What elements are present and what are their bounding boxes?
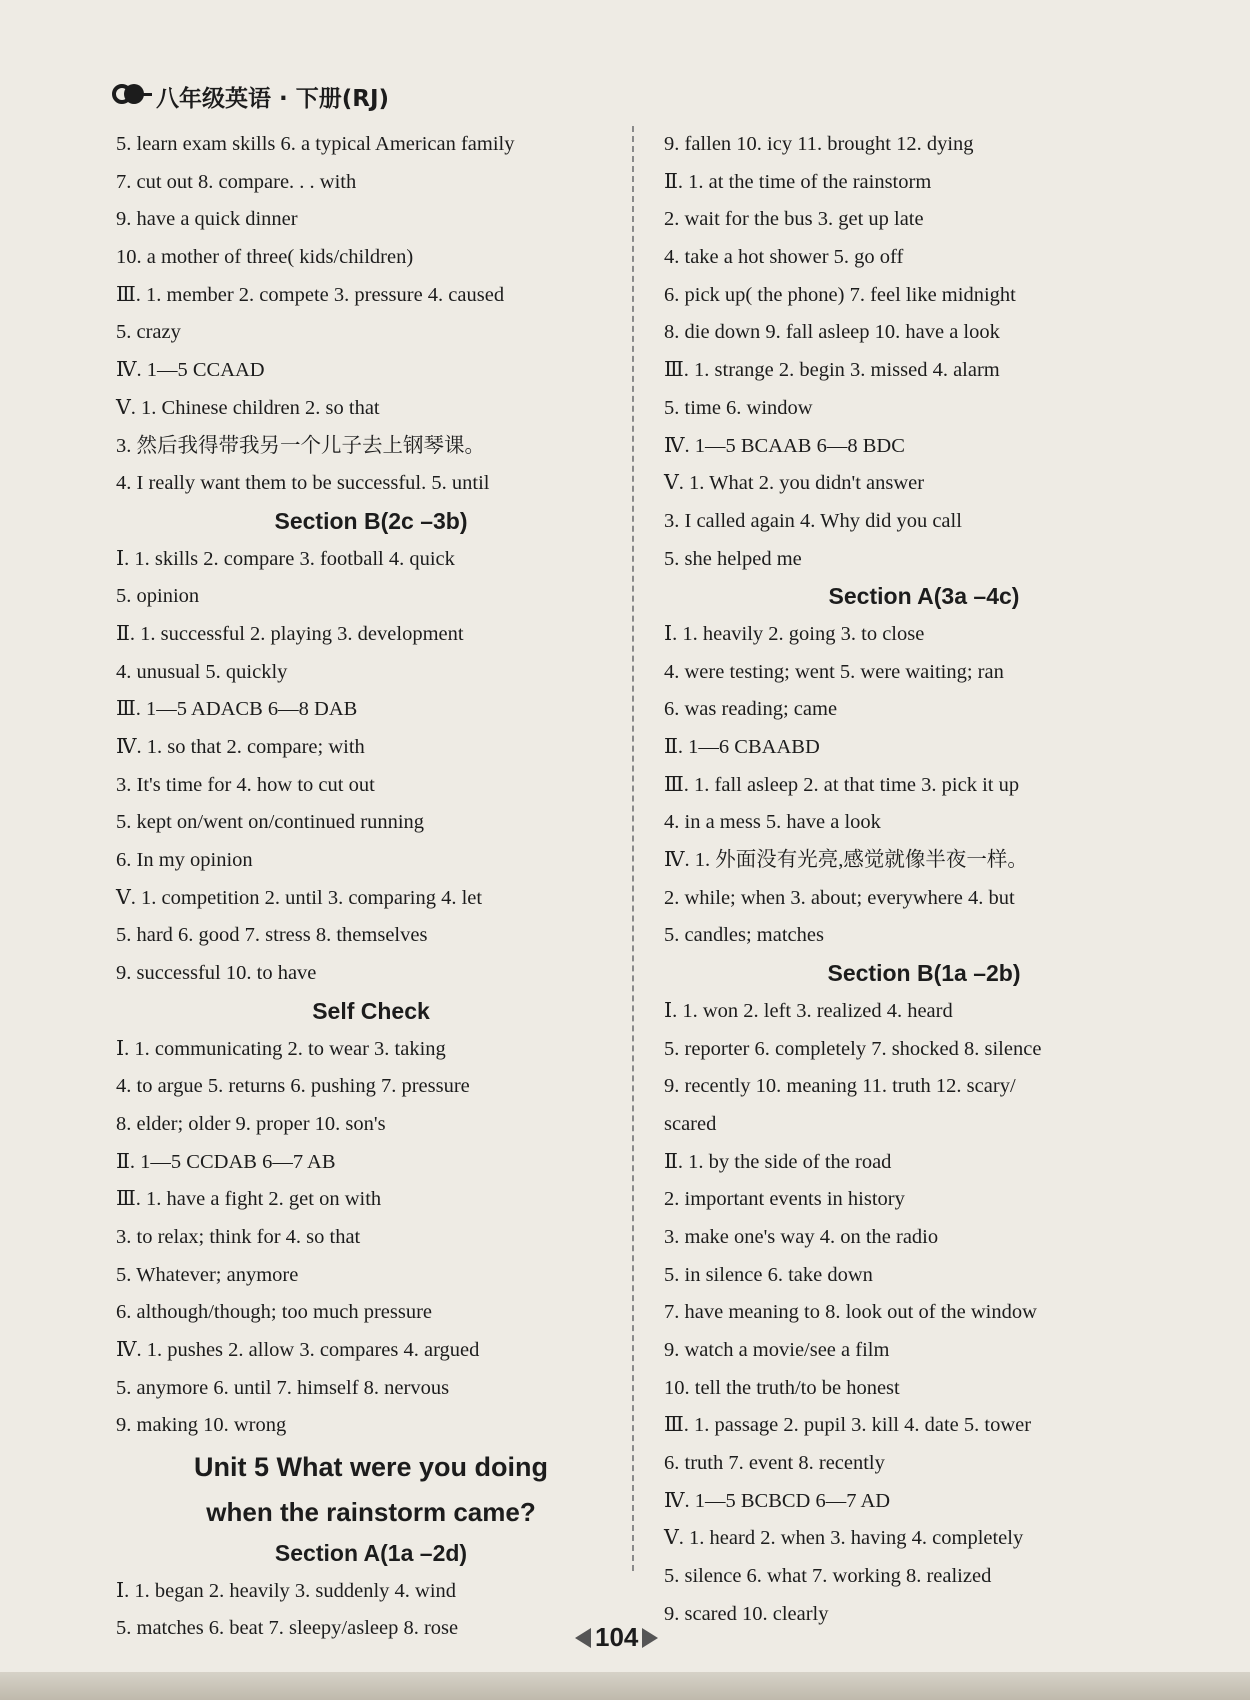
answer-line: Ⅳ. 1. so that 2. compare; with: [116, 736, 365, 758]
answer-line: 4. to argue 5. returns 6. pushing 7. pressure: [116, 1075, 470, 1098]
answer-line: 3. make one's way 4. on the radio: [664, 1225, 939, 1248]
answer-line: Ⅳ. 1—5 CCAAD: [116, 359, 265, 382]
answer-line: 9. making 10. wrong: [116, 1414, 287, 1437]
page-footer: [575, 1622, 658, 1653]
answer-line: 7. cut out 8. compare. . . with: [116, 170, 357, 193]
unit-heading: when the rainstorm came?: [206, 1497, 536, 1528]
column-divider: [632, 126, 634, 1571]
answer-line: 5. matches 6. beat 7. sleepy/asleep 8. rose: [116, 1617, 459, 1640]
answer-line: 6. truth 7. event 8. recently: [664, 1452, 885, 1475]
answer-line: 10. a mother of three( kids/children): [116, 246, 414, 269]
answer-line: 4. take a hot shower 5. go off: [664, 246, 904, 269]
answer-line: Ⅲ. 1. strange 2. begin 3. missed 4. alarm: [664, 359, 1000, 382]
answer-line: 3. It's time for 4. how to cut out: [116, 773, 375, 796]
section-heading: Self Check: [312, 997, 430, 1024]
answer-line: Ⅳ. 1—5 BCBCD 6—7 AD: [664, 1489, 891, 1512]
answer-line: 5. anymore 6. until 7. himself 8. nervous: [116, 1376, 450, 1399]
answer-line: 5. learn exam skills 6. a typical American family: [116, 133, 515, 155]
answer-line: 9. fallen 10. icy 11. brought 12. dying: [664, 133, 974, 155]
answer-line: Ⅴ. 1. heard 2. when 3. having 4. completely: [664, 1527, 1024, 1550]
section-heading: Section A(3a –4c): [828, 583, 1020, 610]
answer-line: 5. candles; matches: [664, 924, 824, 947]
answer-line: 6. pick up( the phone) 7. feel like midnight: [664, 283, 1016, 306]
page-header: [112, 78, 389, 114]
section-heading: Section B(2c –3b): [274, 507, 468, 534]
answer-line: Ⅰ. 1. won 2. left 3. realized 4. heard: [664, 999, 953, 1022]
answer-line: 9. have a quick dinner: [116, 208, 298, 231]
answer-line: Ⅴ. 1. What 2. you didn't answer: [664, 472, 925, 495]
answer-line: Ⅳ. 1. 外面没有光亮,感觉就像半夜一样。: [664, 849, 1028, 872]
answer-line: 3. 然后我得带我另一个儿子去上钢琴课。: [116, 434, 485, 457]
answer-line: scared: [664, 1112, 717, 1135]
answer-line: 2. important events in history: [664, 1188, 905, 1211]
answer-line: Ⅴ. 1. Chinese children 2. so that: [116, 396, 380, 419]
answer-line: 5. she helped me: [664, 547, 802, 570]
answer-line: 6. although/though; too much pressure: [116, 1301, 432, 1324]
right-column: [664, 126, 1184, 1634]
answer-line: Ⅲ. 1. have a fight 2. get on with: [116, 1188, 382, 1211]
answer-line: 3. to relax; think for 4. so that: [116, 1225, 361, 1248]
answer-line: Ⅱ. 1. successful 2. playing 3. development: [116, 622, 464, 645]
answer-line: Ⅰ. 1. communicating 2. to wear 3. taking: [116, 1037, 446, 1060]
answer-line: 5. silence 6. what 7. working 8. realized: [664, 1565, 992, 1588]
answer-line: 6. In my opinion: [116, 849, 253, 872]
answer-line: 9. scared 10. clearly: [664, 1602, 829, 1625]
answer-line: Ⅱ. 1. by the side of the road: [664, 1150, 892, 1173]
answer-line: Ⅴ. 1. competition 2. until 3. comparing 4. let: [116, 886, 483, 909]
answer-line: 4. were testing; went 5. were waiting; ran: [664, 660, 1004, 683]
answer-line: 9. recently 10. meaning 11. truth 12. scary/: [664, 1075, 1016, 1098]
answer-line: 8. elder; older 9. proper 10. son's: [116, 1112, 386, 1135]
answer-line: Ⅰ. 1. began 2. heavily 3. suddenly 4. wind: [116, 1579, 457, 1602]
answer-line: 5. time 6. window: [664, 396, 813, 419]
answer-line: 3. I called again 4. Why did you call: [664, 509, 962, 532]
answer-line: 2. wait for the bus 3. get up late: [664, 208, 924, 231]
answer-line: 6. was reading; came: [664, 698, 838, 721]
answer-line: 4. unusual 5. quickly: [116, 660, 288, 683]
prev-arrow-icon: [575, 1628, 591, 1648]
page-number: 104: [595, 1622, 639, 1652]
answer-line: 9. successful 10. to have: [116, 962, 317, 985]
answer-line: 5. hard 6. good 7. stress 8. themselves: [116, 924, 428, 947]
answer-line: 5. reporter 6. completely 7. shocked 8. silence: [664, 1037, 1042, 1060]
answer-line: Ⅲ. 1. passage 2. pupil 3. kill 4. date 5. tower: [664, 1414, 1032, 1437]
answer-line: Ⅰ. 1. skills 2. compare 3. football 4. quick: [116, 547, 455, 570]
section-heading: Section B(1a –2b): [827, 960, 1021, 987]
answer-line: 8. die down 9. fall asleep 10. have a look: [664, 321, 1000, 344]
answer-line: 4. in a mess 5. have a look: [664, 811, 881, 834]
answer-line: Ⅱ. 1. at the time of the rainstorm: [664, 170, 932, 193]
answer-line: Ⅳ. 1—5 BCAAB 6—8 BDC: [664, 434, 905, 457]
answer-line: 7. have meaning to 8. look out of the window: [664, 1301, 1037, 1324]
answer-line: 5. kept on/went on/continued running: [116, 811, 425, 834]
answer-line: Ⅱ. 1—5 CCDAB 6—7 AB: [116, 1150, 336, 1173]
answer-line: 5. crazy: [116, 321, 181, 344]
answer-line: 5. in silence 6. take down: [664, 1263, 873, 1286]
answer-line: Ⅱ. 1—6 CBAABD: [664, 736, 820, 758]
answer-line: Ⅳ. 1. pushes 2. allow 3. compares 4. argued: [116, 1339, 480, 1361]
answer-line: Ⅰ. 1. heavily 2. going 3. to close: [664, 622, 925, 645]
answer-line: Ⅲ. 1. fall asleep 2. at that time 3. pick it up: [664, 773, 1020, 796]
left-column: [116, 126, 626, 1648]
answer-line: 9. watch a movie/see a film: [664, 1339, 890, 1361]
book-title: 八年级英语 · 下册(RJ): [156, 85, 390, 112]
answer-line: 5. opinion: [116, 585, 200, 608]
answer-line: 4. I really want them to be successful. 5. until: [116, 472, 490, 495]
answer-line: 2. while; when 3. about; everywhere 4. but: [664, 886, 1015, 909]
answer-line: Ⅲ. 1—5 ADACB 6—8 DAB: [116, 698, 358, 721]
publisher-logo-icon: [112, 83, 150, 109]
answer-line: 5. Whatever; anymore: [116, 1263, 299, 1286]
torn-edge: [0, 1672, 1250, 1700]
answer-line: 10. tell the truth/to be honest: [664, 1376, 900, 1399]
section-heading: Section A(1a –2d): [274, 1540, 468, 1567]
answer-line: Ⅲ. 1. member 2. compete 3. pressure 4. caused: [116, 283, 505, 306]
unit-heading: Unit 5 What were you doing: [193, 1452, 548, 1483]
next-arrow-icon: [642, 1628, 658, 1648]
